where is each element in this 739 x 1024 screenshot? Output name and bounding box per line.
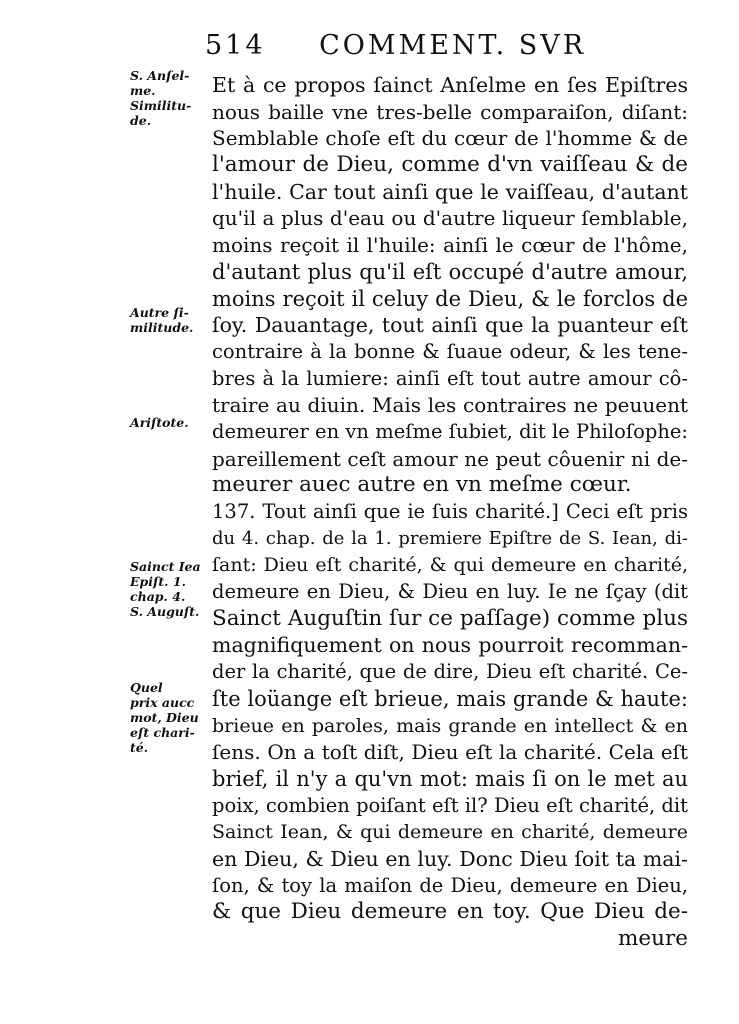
text-line: Et à ce propos ſainct Anſelme en ſes Epiſtres xyxy=(212,73,688,97)
margin-note-anselme xyxy=(130,68,212,128)
text-line: l'amour de Dieu, comme d'vn vaiſſeau & de xyxy=(212,152,688,178)
margin-note-sainct-iean xyxy=(130,559,212,619)
margin-note-line: de. xyxy=(130,113,152,128)
text-line: brief, il n'y a qu'vn mot: mais ſi on le met au xyxy=(212,766,688,791)
text-line: pareillement ceſt amour ne peut côuenir ni de- xyxy=(212,446,688,471)
margin-note-line: S. Auguſt. xyxy=(130,604,200,619)
margin-note-line: Sainct Iea xyxy=(130,559,201,574)
text-line: ſoy. Dauantage, tout ainſi que la puanteur eſt xyxy=(212,313,688,338)
text-line: nous baille vne tres-belle comparaiſon, diſant: xyxy=(212,99,688,124)
page-number: 514 xyxy=(205,30,266,61)
margin-note-line: té. xyxy=(130,740,149,755)
margin-note-line: me. xyxy=(130,83,156,98)
text-line: ſon, & toy la maiſon de Dieu, demeure en Dieu, xyxy=(212,873,688,897)
running-title: COMMENT. SVR xyxy=(319,30,587,61)
text-line: l'huile. Car tout ainſi que le vaiſſeau, d'autant xyxy=(212,179,688,204)
margin-note-line: mot, Dieu xyxy=(130,710,199,725)
margin-note-line: S. Anſel- xyxy=(130,68,190,83)
text-line: & que Dieu demeure en toy. Que Dieu de- xyxy=(212,899,688,925)
main-text-block xyxy=(212,72,688,953)
margin-note-line: Quel xyxy=(130,680,163,695)
text-line: poix, combien poiſant eſt il? Dieu eſt charité, dit xyxy=(212,793,688,817)
text-line: bres à la lumiere: ainſi eſt tout autre amour cô- xyxy=(212,366,688,390)
text-line: du 4. chap. de la 1. premiere Epiſtre de S. Iean, di- xyxy=(212,527,688,549)
text-line: brieue en paroles, mais grande en intellect & en xyxy=(212,714,688,737)
text-line: demeure en Dieu, & Dieu en luy. Ie ne ſçay (dit xyxy=(212,580,688,604)
text-line: moins reçoit il l'huile: ainſi le cœur de l'hôme, xyxy=(212,233,688,258)
text-line: Sainct Iean, & qui demeure en charité, demeure xyxy=(212,821,688,844)
text-line: Semblable choſe eſt du cœur de l'homme & de xyxy=(212,126,688,151)
text-line: contraire à la bonne & ſuaue odeur, & les tene- xyxy=(212,339,688,363)
text-line: qu'il a plus d'eau ou d'autre liqueur ſemblable, xyxy=(212,206,688,231)
catchword: meure xyxy=(618,926,688,951)
text-line: 137. Tout ainſi que ie ſuis charité.] Ceci eſt pris xyxy=(212,500,688,523)
text-line: d'autant plus qu'il eſt occupé d'autre amour, xyxy=(212,259,688,284)
text-line: demeurer en vn meſme ſubiet, dit le Philoſophe: xyxy=(212,419,688,443)
margin-note-autre-similitude xyxy=(130,305,212,335)
running-header xyxy=(205,30,586,61)
text-line: en Dieu, & Dieu en luy. Donc Dieu ſoit ta mai- xyxy=(212,846,688,871)
text-line: magnifiquement on nous pourroit recomman- xyxy=(212,633,688,658)
margin-note-line: Autre ſi- xyxy=(130,305,189,320)
margin-note-line: Epiſt. 1. xyxy=(130,574,186,589)
text-line: ſant: Dieu eſt charité, & qui demeure en charité, xyxy=(212,554,688,577)
margin-note-line: Ariſtote. xyxy=(130,415,189,430)
margin-note-line: eſt chari- xyxy=(130,725,195,740)
margin-note-aristote xyxy=(130,415,212,430)
text-line: Sainct Auguſtin ſur ce paſſage) comme plus xyxy=(212,605,688,631)
text-line: ſte loüange eſt brieue, mais grande & haute: xyxy=(212,686,688,711)
margin-note-line: militude. xyxy=(130,320,194,335)
text-line: meurer auec autre en vn meſme cœur. xyxy=(212,472,632,498)
margin-note-quel-prix xyxy=(130,680,212,755)
text-line: der la charité, que de dire, Dieu eſt charité. Ce- xyxy=(212,660,688,684)
text-line: moins reçoit il celuy de Dieu, & le forclos de xyxy=(212,286,688,311)
text-line: ſens. On a toſt diſt, Dieu eſt la charité. Cela eſt xyxy=(212,740,688,765)
margin-note-line: prix aucc xyxy=(130,695,195,710)
margin-note-line: Similitu- xyxy=(130,98,192,113)
margin-note-line: chap. 4. xyxy=(130,589,186,604)
text-line: traire au diuin. Mais les contraires ne peuuent xyxy=(212,393,688,418)
